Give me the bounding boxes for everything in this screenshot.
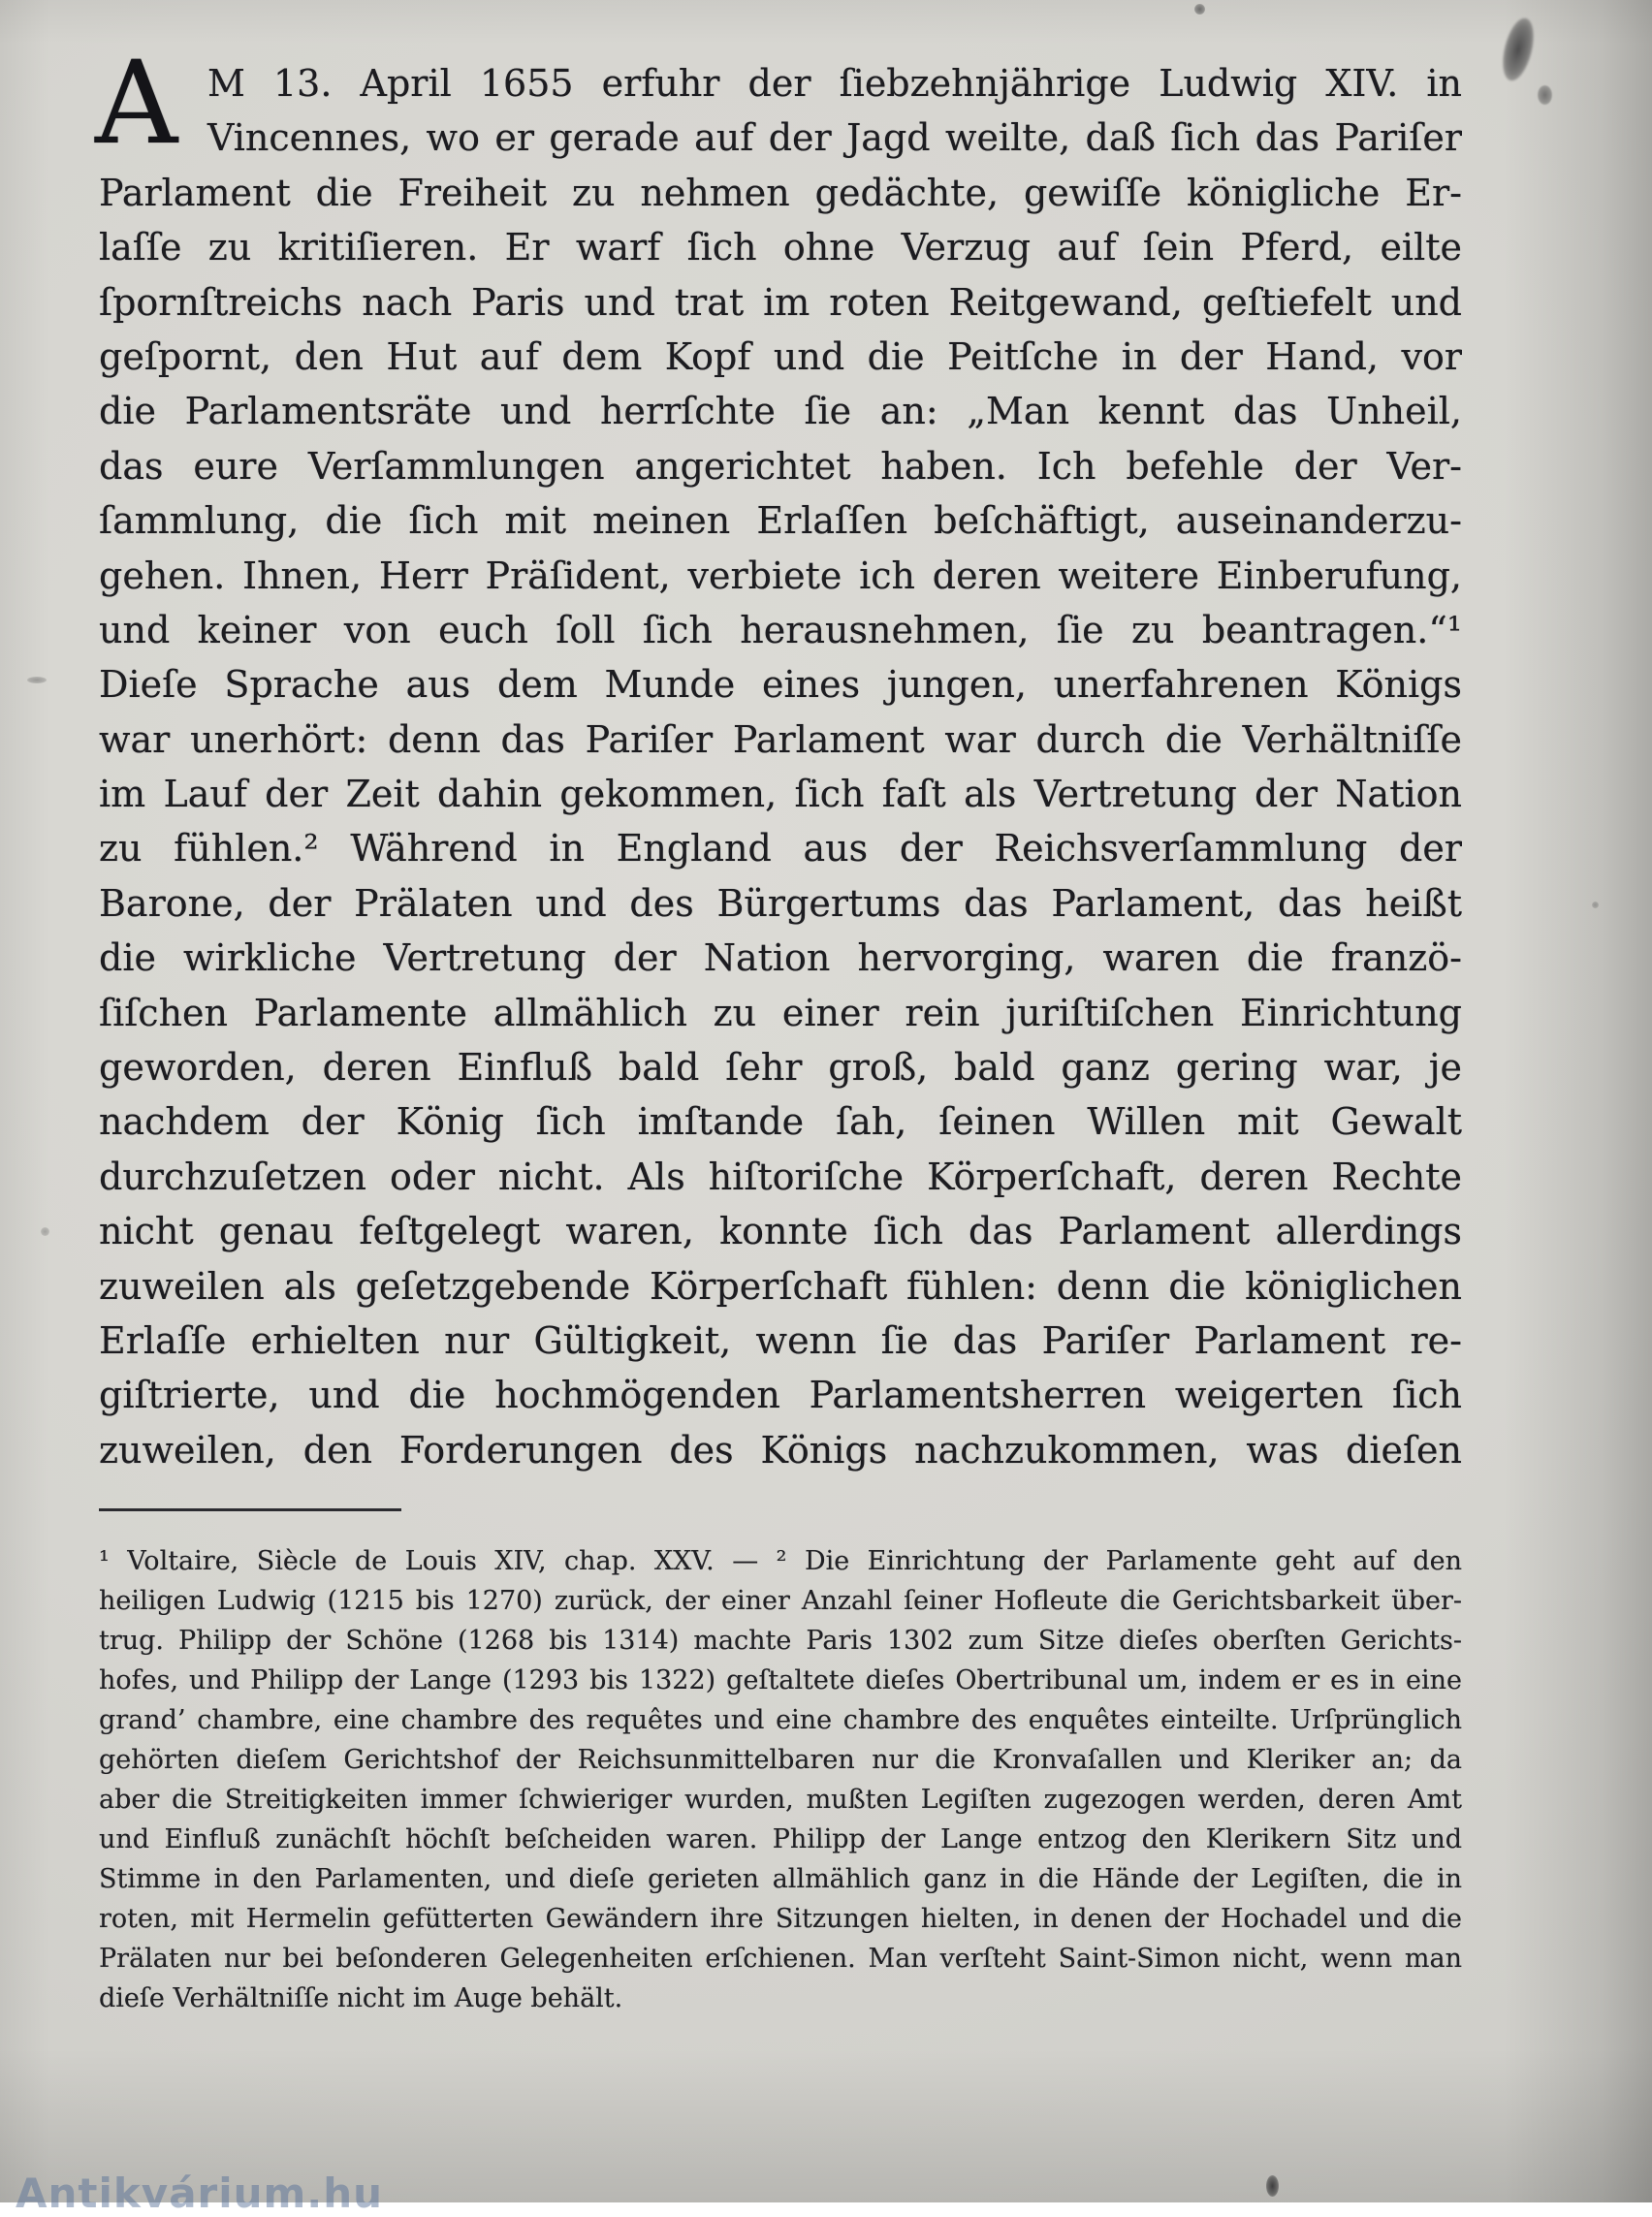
main-text-line: geworden, deren Einfluß bald ſehr groß, bald ganz gering war, je xyxy=(99,1046,1462,1090)
scan-speck xyxy=(1592,902,1599,908)
footnote-line: trug. Philipp der Schöne (1268 bis 1314) machte Paris 1302 zum Sitze dieſes oberſten Gerichts- xyxy=(99,1626,1462,1656)
main-text-line: giſtrierte, und die hochmögenden Parlamentsherren weigerten ſich xyxy=(99,1374,1462,1417)
main-text-line: ſpornſtreichs nach Paris und trat im roten Reitgewand, geſtiefelt und xyxy=(99,280,1462,324)
footnote-line: hofes, und Philipp der Lange (1293 bis 1322) geſtaltete dieſes Obertribunal um, indem er es in eine xyxy=(99,1665,1462,1695)
main-text-line: Parlament die Freiheit zu nehmen gedächte, gewiſſe königliche Er- xyxy=(99,171,1462,214)
main-paragraph xyxy=(99,56,1462,1477)
scan-smudge xyxy=(1538,85,1552,105)
main-text-line: das eure Verſammlungen angerichtet haben. Ich befehle der Ver- xyxy=(99,444,1462,488)
footnote-line: roten, mit Hermelin gefütterten Gewändern ihre Sitzungen hielten, in denen der Hochadel und die xyxy=(99,1904,1462,1934)
footnote-block xyxy=(99,1541,1462,2018)
footnote-line: dieſe Verhältniſſe nicht im Auge behält. xyxy=(99,1983,623,2013)
dropcap-initial: A xyxy=(95,36,178,170)
footnote-line: gehörten dieſem Gerichtshof der Reichsunmittelbaren nur die Kronvaſallen und Kleriker an; da xyxy=(99,1745,1462,1775)
watermark-text: Antikvárium.hu xyxy=(16,2169,384,2217)
main-text-line: gehen. Ihnen, Herr Präſident, verbiete ich deren weitere Einberufung, xyxy=(99,554,1462,597)
main-text-line: die Parlamentsräte und herrſchte ſie an: „Man kennt das Unheil, xyxy=(99,390,1462,433)
main-text-line: nicht genau feſtgelegt waren, konnte ſich das Parlament allerdings xyxy=(99,1210,1462,1253)
scan-speck xyxy=(1266,2175,1279,2197)
main-text-line: M 13. April 1655 erfuhr der ſiebzehnjährige Ludwig XIV. in xyxy=(207,62,1462,105)
main-text-line: ſammlung, die ſich mit meinen Erlaſſen beſchäftigt, auseinanderzu- xyxy=(99,499,1462,543)
footnote-line: Prälaten nur bei beſonderen Gelegenheiten erſchienen. Man verſteht Saint-Simon nicht, wenn man xyxy=(99,1944,1462,1974)
main-text-line: war unerhört: denn das Pariſer Parlament war durch die Verhältniſſe xyxy=(99,717,1462,761)
footnote-line: ¹ Voltaire, Siècle de Louis XIV, chap. XXV. — ² Die Einrichtung der Parlamente geht auf den xyxy=(99,1546,1462,1576)
scan-speck xyxy=(1194,4,1205,15)
main-text-line: laſſe zu kritiſieren. Er warf ſich ohne Verzug auf ſein Pferd, eilte xyxy=(99,226,1462,269)
scan-speck xyxy=(41,1227,49,1236)
main-text-line: zuweilen, den Forderungen des Königs nachzukommen, was dieſen xyxy=(99,1428,1462,1472)
main-text-line: Barone, der Prälaten und des Bürgertums das Parlament, das heißt xyxy=(99,881,1462,925)
main-text-line: Vincennes, wo er gerade auf der Jagd weilte, daß ſich das Pariſer xyxy=(207,116,1462,160)
main-text-line: die wirkliche Vertretung der Nation hervorging, waren die franzö- xyxy=(99,936,1462,980)
main-text-line: durchzuſetzen oder nicht. Als hiſtoriſche Körperſchaft, deren Rechte xyxy=(99,1155,1462,1198)
footnote-line: und Einfluß zunächſt höchſt beſcheiden waren. Philipp der Lange entzog den Klerikern Sitz und xyxy=(99,1824,1462,1854)
footnote-line: grand’ chambre, eine chambre des requêtes und eine chambre des enquêtes einteilte. Urſprünglich xyxy=(99,1705,1462,1735)
main-text-line: und keiner von euch ſoll ſich herausnehmen, ſie zu beantragen.“¹ xyxy=(99,608,1462,651)
main-text-line: Erlaſſe erhielten nur Gültigkeit, wenn ſie das Pariſer Parlament re- xyxy=(99,1318,1462,1362)
scan-smudge xyxy=(1497,16,1539,84)
main-text-line: geſpornt, den Hut auf dem Kopf und die Peitſche in der Hand, vor xyxy=(99,334,1462,378)
main-text-line: ſiſchen Parlamente allmählich zu einer rein juriſtiſchen Einrichtung xyxy=(99,991,1462,1034)
footnote-separator-rule xyxy=(99,1508,401,1511)
footnote-line: aber die Streitigkeiten immer ſchwieriger wurden, mußten Legiſten zugezogen werden, deren Amt xyxy=(99,1785,1462,1815)
footnote-line: Stimme in den Parlamenten, und dieſe gerieten allmählich ganz in die Hände der Legiſten, die in xyxy=(99,1864,1462,1894)
footnote-line: heiligen Ludwig (1215 bis 1270) zurück, der einer Anzahl ſeiner Hofleute die Gerichtsbarkeit über- xyxy=(99,1586,1462,1616)
main-text-line: Dieſe Sprache aus dem Munde eines jungen, unerfahrenen Königs xyxy=(99,663,1462,707)
main-text-line: zu fühlen.² Während in England aus der Reichsverſammlung der xyxy=(99,827,1462,871)
main-text-line: zuweilen als geſetzgebende Körperſchaft fühlen: denn die königlichen xyxy=(99,1264,1462,1308)
main-text-line: nachdem der König ſich imſtande ſah, ſeinen Willen mit Gewalt xyxy=(99,1100,1462,1144)
main-text-line: im Lauf der Zeit dahin gekommen, ſich faſt als Vertretung der Nation xyxy=(99,773,1462,816)
scan-speck xyxy=(27,677,47,683)
